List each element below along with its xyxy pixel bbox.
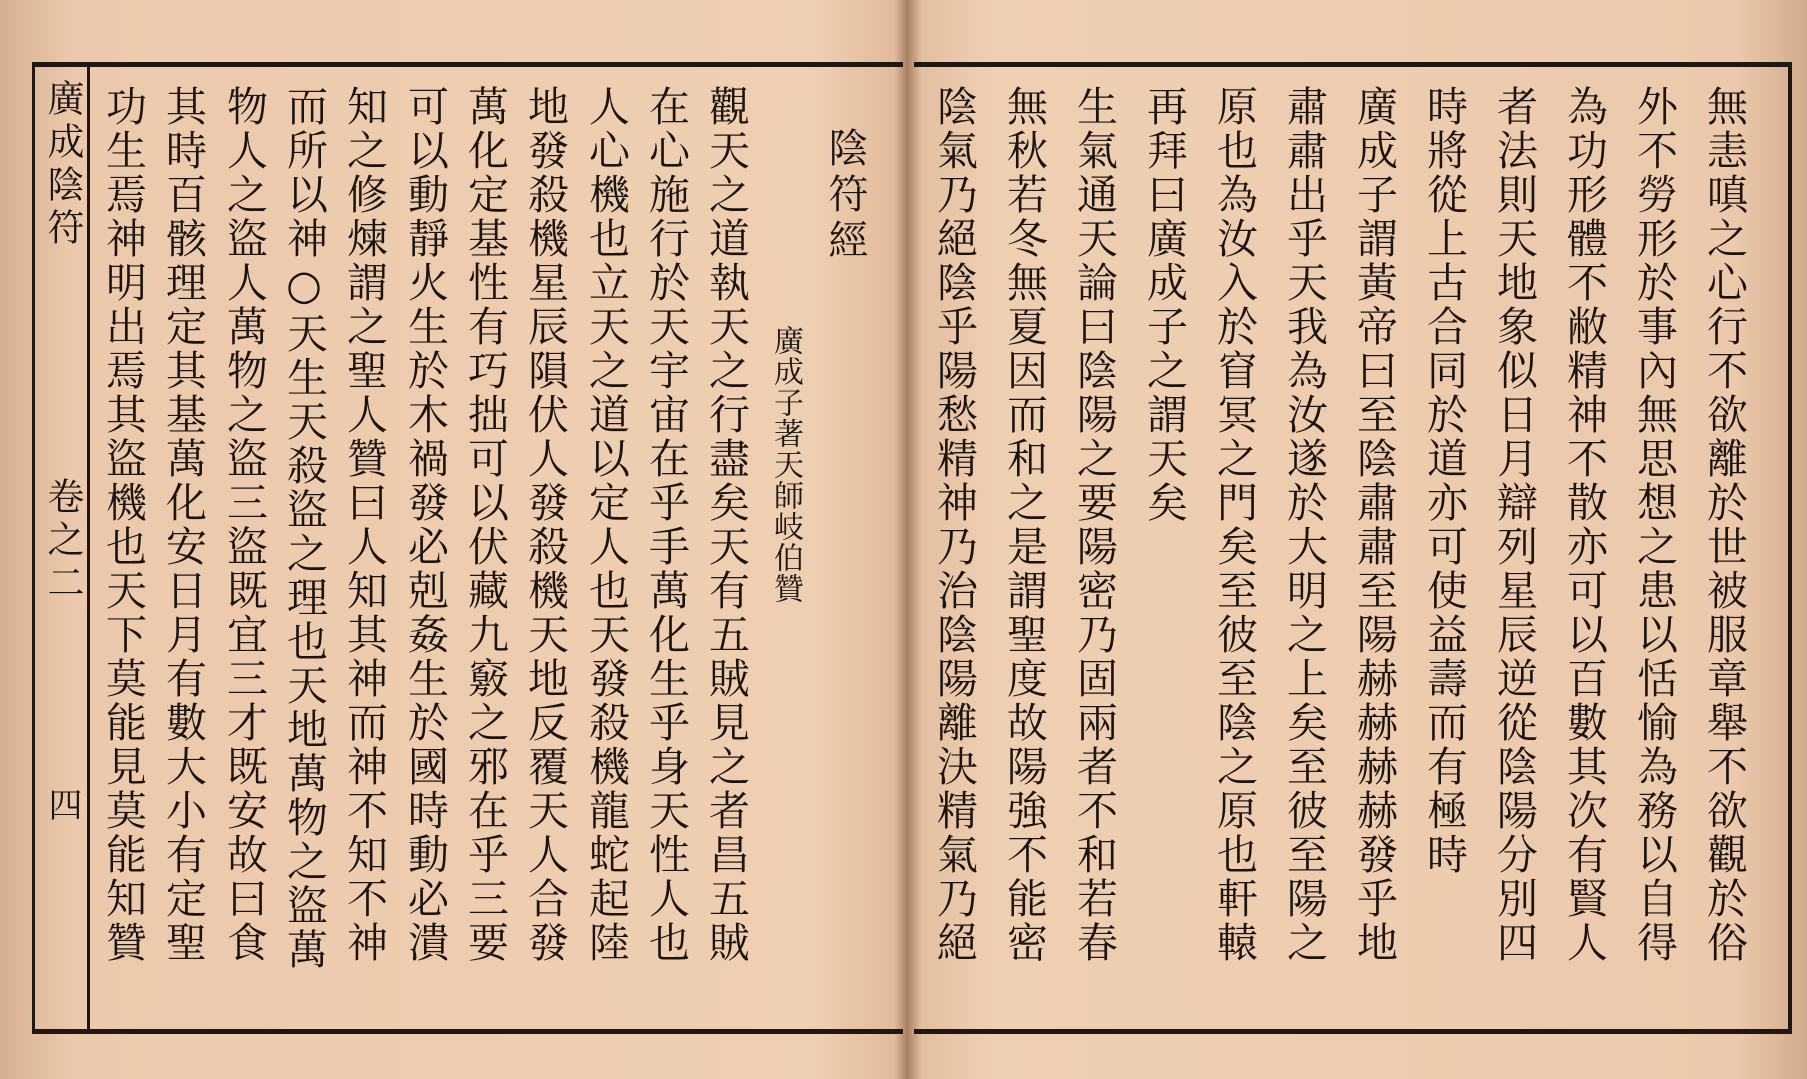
text-column: 功生焉神明出焉其盜機也天下莫能見莫能知贊 bbox=[99, 85, 147, 965]
center-band bbox=[35, 67, 90, 1029]
text-column: 生氣通天論曰陰陽之要陽密乃固兩者不和若春 bbox=[1070, 85, 1118, 965]
text-column: 者法則天地象似日月辯列星辰逆從陰陽分別四 bbox=[1490, 85, 1538, 965]
right-page bbox=[906, 0, 1807, 1079]
text-column: 再拜曰廣成子之謂天矣 bbox=[1140, 85, 1188, 525]
right-page-frame bbox=[914, 62, 1792, 1034]
text-column: 其時百骸理定其基萬化安日月有數大小有定聖 bbox=[159, 85, 207, 965]
text-column: 萬化定基性有巧拙可以伏藏九竅之邪在乎三要 bbox=[461, 85, 509, 965]
left-page-frame bbox=[32, 62, 903, 1034]
scripture-heading: 陰符經 bbox=[822, 127, 868, 265]
text-column: 在心施行於天宇宙在乎手萬化生乎身天性人也 bbox=[642, 85, 690, 965]
text-column: 陰氣乃絕陰乎陽愁精神乃治陰陽離決精氣乃絕 bbox=[930, 85, 978, 965]
text-column: 無恚嗔之心行不欲離於世被服章舉不欲觀於俗 bbox=[1700, 85, 1748, 965]
band-volume-label: 卷之二 bbox=[41, 477, 84, 606]
text-column: 外不勞形於事內無思想之患以恬愉為務以自得 bbox=[1630, 85, 1678, 965]
left-page bbox=[0, 0, 903, 1079]
text-column: 為功形體不敝精神不散亦可以百數其次有賢人 bbox=[1560, 85, 1608, 965]
text-column: 物人之盜人萬物之盜三盜既宜三才既安故曰食 bbox=[220, 85, 268, 965]
text-column: 知之修煉謂之聖人贊曰人知其神而神不知不神 bbox=[340, 85, 388, 965]
text-column: 可以動靜火生於木禍發必剋姦生於國時動必潰 bbox=[401, 85, 449, 965]
band-book-title: 廣成陰符 bbox=[41, 79, 84, 251]
text-column: 人心機也立天之道以定人也天發殺機龍蛇起陸 bbox=[582, 85, 630, 965]
author-line: 廣成子著天師岐伯贊 bbox=[768, 325, 803, 604]
text-column: 地發殺機星辰隕伏人發殺機天地反覆天人合發 bbox=[521, 85, 569, 965]
text-column: 肅肅出乎天我為汝遂於大明之上矣至彼至陽之 bbox=[1280, 85, 1328, 965]
band-page-number: 四 bbox=[42, 787, 82, 821]
text-column: 廣成子謂黃帝曰至陰肅肅至陽赫赫赫赫發乎地 bbox=[1350, 85, 1398, 965]
text-column: 原也為汝入於窅冥之門矣至彼至陰之原也軒轅 bbox=[1210, 85, 1258, 965]
text-column: 無秋若冬無夏因而和之是謂聖度故陽強不能密 bbox=[1000, 85, 1048, 965]
text-column: 時將從上古合同於道亦可使益壽而有極時 bbox=[1420, 85, 1468, 877]
text-column: 觀天之道執天之行盡矣天有五賊見之者昌五賊 bbox=[702, 85, 750, 965]
text-column: 而所以神○天生天殺盜之理也天地萬物之盜萬 bbox=[280, 85, 328, 972]
